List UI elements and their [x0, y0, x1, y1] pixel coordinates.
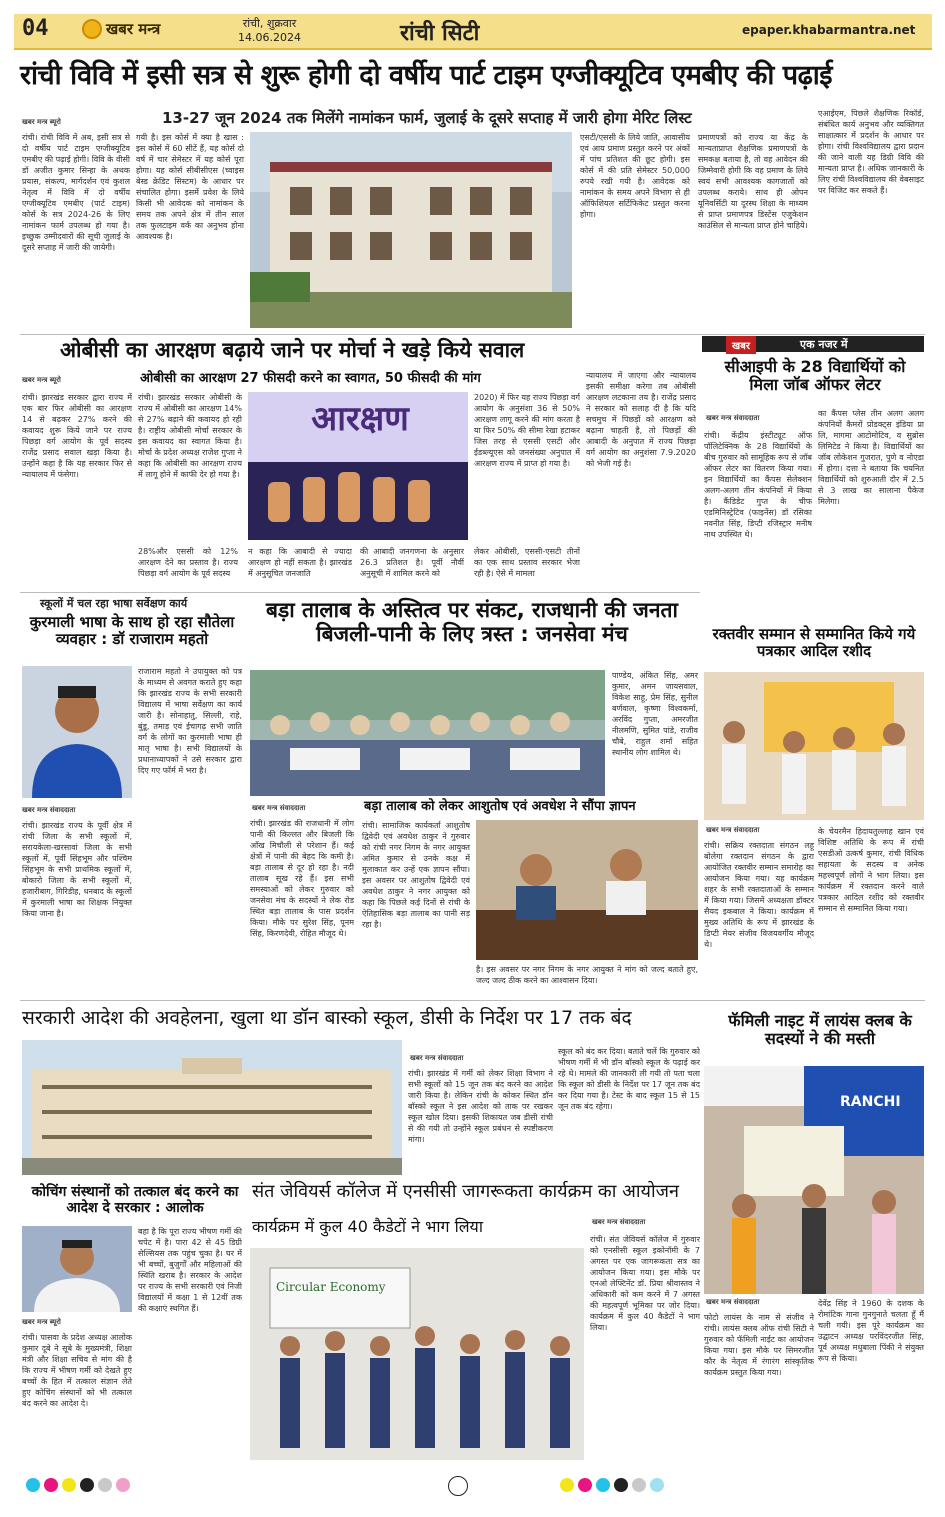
divider [20, 592, 700, 593]
journalist-headline: रक्तवीर सम्मान से सम्मानित किये गये पत्रकार आदिल रशीद [712, 625, 916, 661]
coaching-headline: कोचिंग संस्थानों को तत्काल बंद करने का आदेश दे सरकार : आलोक [31, 1184, 239, 1217]
divider [20, 1000, 925, 1001]
registration-dot [26, 1478, 40, 1492]
alok-dubey-photo [22, 1226, 132, 1312]
obc-row2-a: 28%और एससी को 12% आरक्षण देने का प्रस्ताव है। राज्य पिछड़ा वर्ग आयोग के पूर्व सदस्य [138, 547, 238, 578]
memorandum-photo [476, 820, 698, 960]
khabar-tag-2: एक नजर में [800, 338, 848, 351]
coaching-column-1: रांची। पासवा के प्रदेश अध्यक्ष आलोक कुमार दूबे ने सूबे के मुख्यमंत्री, शिक्षा मंत्री और शिक्षा सचिव से मांग की है कि राज्य में भीषण गर्मी को देखते हुए बच्चों के हित में तत्काल संज्ञान लेते हुए कोचिंग संस्थानों को भी तत्काल बंद करने का आदेश दे। [22, 1333, 132, 1408]
lead-column-3: एसटी/एससी के लिये जाति, आवासीय एवं आय प्रमाण प्रस्तुत करने पर अंकों में पांच प्रतिशत की छूट होगी। इस कोर्स में की प्रति सेमेस्टर 50,000 रुपये रखी गयी है। आवेदक को नामांकन के समय अपने विभाग से ही ऑफिशियल सर्टिफिकेट प्रस्तुत करना होगा। [580, 133, 690, 219]
lead-column-5: एआईएम, पिछले शैक्षणिक रिकॉर्ड, संबंधित कार्य अनुभव और व्यक्तिगत साक्षात्कार में प्रदर्शन के आधार पर होगा। रांची विश्वविद्यालय द्वारा प्रदान की जाने वाली यह डिग्री विवि की मान्यता प्राप्त है। अधिक जानकारी के लिए रांची विश्वविद्यालय की वेबसाइट पर विजिट कर सकते हैं। [818, 109, 924, 195]
lions-headline: फॅमिली नाइट में लायंस क्लब के सदस्यों ने की मस्ती [728, 1011, 912, 1049]
lead-subhead: 13-27 जून 2024 तक मिलेंगे नामांकन फार्म, जुलाई के दूसरे सप्ताह में जारी होगा मेरिट लिस्ट [162, 109, 692, 127]
award-ceremony-photo [704, 672, 924, 820]
lake-headline: बड़ा तालाब के अस्तित्व पर संकट, राजधानी की जनता बिजली-पानी के लिए त्रस्त : जनसेवा मंच [266, 598, 678, 647]
color-registration-left [26, 1478, 130, 1492]
circular-economy-board: Circular Economy [276, 1280, 386, 1294]
lead-byline: खबर मन्त्र ब्यूरो [22, 118, 61, 126]
lake-byline: खबर मन्त्र संवाददाता [252, 804, 306, 812]
gyapan-caption: है। इस अवसर पर नगर निगम के नगर आयुक्त ने मांग को जल्द बताते हुए, जल्द जल्द ठीक करने का आश्वासन दिया। [476, 965, 698, 985]
rajaram-mahato-photo [22, 666, 132, 798]
protest-photo [250, 670, 605, 796]
obc-row2-c: की आबादी जनगणना के अनुसार 26.3 प्रतिशत है। पूर्वी नौवीं अनुसूची में शामिल करने को [360, 547, 464, 578]
ncc-byline: खबर मन्त्र संवाददाता [592, 1218, 646, 1226]
coaching-column-2: बहा है कि पूरा राज्य भीषण गर्मी की चपेट में है। पारा 42 से 45 डिग्री सेल्सियस तक पहुंच चुका है। घर में भी बच्चों, बुजुर्गों और महिलाओं की स्थिति खराब है। सरकार के आदेश पर राज्य के सभी सरकारी एवं निजी विद्यालयों में कक्षा 1 से 12वीं तक की कक्षाएं स्थगित हैं। [138, 1227, 242, 1313]
obc-row2-d: लेकर ओबीसी, एससी-एसटी तीनों का एक साथ प्रस्ताव सरकार भेजा रही है। ऐसे में मामला [474, 547, 580, 578]
lead-column-1: रांची। रांची विवि में अब, इसी सत्र से दो वर्षीय पार्ट टाइम एग्जीक्यूटिव एमबीए की पढ़ाई होगी। विवि के वीसी डॉ अजीत कुमार सिन्हा के अथक प्रयास, संकल्प, मार्गदर्शन एवं कुशल नेतृत्व में विवि में दो वर्षीय एग्जीक्यूटिव एमबीए (पार्ट टाइम) कोर्स के सत्र 2024-26 के लिए नामांकन फार्म उपलब्ध हो गया है। इच्छुक उम्मीदवारों की सूची जुलाई के दूसरे सप्ताह में जारी की जायेगी। [22, 133, 130, 252]
kurmali-kicker: स्कूलों में चल रहा भाषा सर्वेक्षण कार्य [40, 597, 188, 610]
registration-dot [614, 1478, 628, 1492]
kurmali-headline: कुरमाली भाषा के साथ हो रहा सौतेला व्यवहार : डॉ राजाराम महतो [29, 613, 235, 649]
ncc-headline: संत जेवियर्स कॉलेज में एनसीसी जागरूकता कार्यक्रम का आयोजन [252, 1181, 679, 1202]
registration-dot [650, 1478, 664, 1492]
epaper-url[interactable]: epaper.khabarmantra.net [742, 23, 916, 37]
lions-column-1: फोटो लायंस के नाम से संजीव ने रांची। लायंस क्लब ऑफ रांची सिटी ने गुरुवार को फॅमिली नाईट का आयोजन किया गया। इस मौके पर सिमरजीत कौर के नेतृत्व में रंगारंग सांस्कृतिक कार्यक्रम प्रस्तुत किया गया। [704, 1313, 814, 1377]
cip-headline: सीआइपी के 28 विद्यार्थियों को मिला जॉब ऑफर लेटर [724, 357, 906, 395]
gyapan-headline: बड़ा तालाब को लेकर आशुतोष एवं अवधेश ने सौंपा ज्ञापन [364, 799, 636, 814]
registration-dot [80, 1478, 94, 1492]
lions-column-2: देवेंद्र सिंह ने 1960 के दशक के रोमांटिक गाना गुनगुनाते चलता हूँ मैं चली गयी। इस पूरे कार्यक्रम का उद्घाटन अध्यक्ष परविंदरजीत सिंह, पूर्व अध्यक्ष मधुबाला पिंकी ने संयुक्त रूप से किया। [818, 1299, 924, 1363]
registration-dot [578, 1478, 592, 1492]
school-column-2: स्कूल को बंद कर दिया। बताते चलें कि गुरुवार को भीषण गर्मी में भी डॉन बॉस्को स्कूल के पढ़ाई कर रहे थे। मामले की जानकारी ली गयी तो पता चला कि स्कूल को डीसी के निर्देश पर 17 जून तक बंद कर दिया गया है। टेस्ट के बाद स्कूल 15 से 15 जून तक बंद रहेगा। [558, 1047, 700, 1111]
school-byline: खबर मन्त्र संवाददाता [410, 1054, 464, 1062]
lions-banner-text: RANCHI [840, 1094, 901, 1110]
reservation-image-text: आरक्षण [311, 399, 409, 439]
lead-headline: रांची विवि में इसी सत्र से शुरू होगी दो वर्षीय पार्ट टाइम एग्जीक्यूटिव एमबीए की पढ़ाई [20, 60, 833, 91]
ncc-subhead: कार्यक्रम में कुल 40 कैडेटों ने भाग लिया [252, 1217, 483, 1236]
brand-logo-icon [82, 19, 102, 39]
registration-dot [44, 1478, 58, 1492]
gyapan-column: रांची। सामाजिक कार्यकर्ता आशुतोष द्विवेदी एवं अवधेश ठाकुर ने गुरुवार को रांची नगर निगम के नगर आयुक्त अमित कुमार से उनके कक्ष में मुलाकात कर उन्हें एक ज्ञापन सौंपा। इस अवसर पर आशुतोष द्विवेदी एवं अवधेश ठाकुर ने नगर आयुक्त को कहा कि पिछले कई दिनों से रांची के ऐतिहासिक बड़ा तालाब का पानी सड़ रहा है। [362, 821, 470, 929]
ncc-column-1: रांची। संत जेवियर्स कॉलेज में गुरुवार को एनसीसी स्कूल इकोनॉमी के 7 अगस्त पर एक जागरूकता सत्र का आयोजन किया गया। इस मौके पर एनओ लेफ्टिनेंट डॉ. प्रिया श्रीवास्तव ने अधिकारी को कम करने में 7 अगस्त की महत्वपूर्ण भूमिका पर जोर दिया। कार्यक्रम में कुल 40 कैडेटों ने भाग लिया। [590, 1235, 700, 1332]
brand-name: खबर मन्त्र [106, 20, 161, 38]
lions-byline: खबर मन्त्र संवाददाता [706, 1298, 760, 1306]
lake-side-column: पाण्डेय, अंकित सिंह, अमर कुमार, अमन जायसवाल, विकेश साहू, प्रेम सिंह, सुनील बर्णवाल, कृष्णा विश्वकर्मा, अरविंद गुप्ता, अमरजीत नीलमणि, सुमित पांडे, राजीव चौबे, राहुल शर्मा सहित स्थानीय लोग शामिल थे। [612, 671, 698, 757]
city-day: रांची, शुक्रवार [242, 17, 297, 30]
cip-column-2: का कैंपस प्लेस तीन अलग अलग कंपनियों कैमरों प्रोडक्ट्स इंडिया प्रा लि, मागमा आटोमोटिव, व सुब्रोस लिमिटेड ने किया है। विद्यार्थियों का जॉब लोकेशन गुजरात, पुणे व नोएडा में होगा। दत्ता ने बताया कि चयनित विद्यार्थियों को शुरुआती दौर में 2.5 से 3 लाख का सालाना पैकेज मिलेगा। [818, 409, 924, 506]
obc-column-1: रांची। झारखंड सरकार द्वारा राज्य में एक बार फिर ओबीसी का आरक्षण 14 से बढ़कर 27% करने की कवायद शुरू किये जाने पर राज्य पिछड़ा वर्ग आयोग के पूर्व सदस्य राजेंद्र प्रसाद सवाल खड़ा किया है। उन्होंने कहा है कि यह सरकार फिर से न्यायालय में फंसेगा। [22, 393, 132, 479]
kurmali-column-1: रांची। झारखंड राज्य के पूर्वी क्षेत्र में रांची जिला के सभी स्कूलों में, सरायकेला-खरसावां जिला के सभी स्कूलों में, पूर्वी सिंहभूम और पश्चिम सिंहभूम के सभी प्राथमिक स्कूलों में, बोकारो जिला के सभी स्कूलों में, हजारीबाग, गिरिडीह, धनबाद के स्कूलों में कुरमाली भाषा का शिक्षक नियुक्त किया जाना है। [22, 821, 132, 918]
registration-dot [632, 1478, 646, 1492]
kurmali-column-2: राजाराम महतो ने उपायुक्त को पत्र के माध्यम से अवगत कराते हुए कहा कि झारखंड राज्य के सभी सरकारी विद्यालय में भाषा सर्वेक्षण का कार्य जारी है। सोनाहातु, सिल्ली, राहे, बुंडू, तमाड़ एवं ईचागढ़ सभी जाति वर्ग के लोगों का कुरमाली भाषा ही मातृ भाषा है। सभी विद्यालयों के प्रधानाध्यापकों ने उसे सरकार द्वारा दिए गए फॉर्म में भरा है। [138, 667, 242, 775]
obc-subhead: ओबीसी का आरक्षण 27 फीसदी करने का स्वागत, 50 फीसदी की मांग [140, 371, 481, 386]
obc-headline: ओबीसी का आरक्षण बढ़ाये जाने पर मोर्चा ने खड़े किये सवाल [60, 338, 525, 362]
coaching-byline: खबर मन्त्र ब्यूरो [22, 1318, 61, 1326]
cip-byline: खबर मन्त्र संवाददाता [706, 414, 760, 422]
school-headline: सरकारी आदेश की अवहेलना, खुला था डॉन बास्को स्कूल, डीसी के निर्देश पर 17 तक बंद [22, 1007, 632, 1029]
divider [20, 334, 925, 335]
registration-dot [596, 1478, 610, 1492]
obc-byline: खबर मन्त्र ब्यूरो [22, 376, 61, 384]
section-title: रांची सिटी [400, 21, 480, 46]
registration-dot [62, 1478, 76, 1492]
registration-dot [116, 1478, 130, 1492]
obc-column-3: 2020) में फिर यह राज्य पिछड़ा वर्ग आयोग के अनुसंशा 36 से 50% आरक्षण लागू करने की मांग करता है या फिर 50% की सीमा रेखा हटाकर जिस तरह से एससी एसटी और ईडब्ल्यूएस को जनसंख्या अनुपात में आरक्षण राज्य में प्राप्त हो गया है। [474, 393, 580, 468]
registration-dot [560, 1478, 574, 1492]
cip-column-1: रांची। केंद्रीय इंस्टीट्यूट ऑफ पॉलिटेक्निक के 28 विद्यार्थियों के बीच गुरुवार को सामूहिक रूप से जॉब ऑफर लेटर का वितरण किया गया। इन विद्यार्थियों का कैंपस सेलेक्शन अलग-अलग तीन कंपनियों में किया है। कैंडिडेट गुप्त के चीफ एडमिनिस्ट्रेटिव (फाइनेंस) डॉ रसिका नवनीत सिंह, डिप्टी रजिस्ट्रार मनीष नाथ उपस्थित थे। [704, 431, 812, 539]
obc-row2-b: न कहा कि आबादी से ज्यादा आरक्षण हो नहीं सकता है। झारखंड में अनुसूचित जनजाति [248, 547, 352, 578]
khabar-tag: खबर [726, 336, 756, 354]
obc-column-2: रांची। झारखंड सरकार ओबीसी के राज्य में ओबीसी का आरक्षण 14% से 27% बढ़ाने की कवायद हो रही है। राष्ट्रीय ओबीसी मोर्चा सरकार के इस कवायद का स्वागत किया है। मोर्चा के प्रदेश अध्यक्ष राजेश गुप्ता ने कहा कि ओबीसी का आरक्षण राज्य में लागू होने में काफी देर हो गया है। [138, 393, 242, 479]
registration-crosshair-icon [448, 1476, 468, 1496]
lead-column-4: प्रमाणपत्रों को राज्य या केंद्र के मान्यताप्राप्त शैक्षणिक प्रमाणपत्रों के समकक्ष बताया है, तो वह आवेदन की जिम्मेवारी होगी कि वह प्रमाण के लिये स्वयं सभी आवश्यक कागजातों को उपलब्ध कराये। साथ ही ओपन यूनिवर्सिटी या दूरस्थ शिक्षा के माध्यम से प्राप्त प्रमाणपत्र डिस्टेंस एजुकेशन काउंसिल से मान्यता प्राप्त होने चाहिये। [698, 133, 808, 230]
university-building-photo [250, 132, 572, 328]
lead-column-2: गयी है। इस कोर्स में क्या है खास : इस कोर्स में 60 सीटें हैं, यह कोर्स दो वर्ष में चार सेमेस्टर में यह कोर्स पूरा होगा। यह कोर्स सीबीसीएस (च्वाइस बेस्ड क्रेडिट सिस्टम) के आधार पर संचालित होगा। इसमें प्रवेश के लिये किसी भी आवेदक को नामांकन के समय तक अपने क्षेत्र में तीन साल तक फुलटाइम वर्क का अनुभव होना आवश्यक है। [136, 133, 244, 241]
dateline [238, 17, 301, 45]
kurmali-byline: खबर मन्त्र संवाददाता [22, 806, 76, 814]
journalist-column-2: के चेयरमैन हिदायतुल्लाह खान एवं विशिष्ट अतिथि के रूप में रांची एसडीओ उत्कर्ष कुमार, रांची विधिक सहायता के सदस्य व अनेक महत्त्वपूर्ण लोगों ने भाग लिया। इस कार्यक्रम में रक्तदान करने वाले पत्रकार आदिल रशीद को रक्तवीर सम्मान से सम्मानित किया गया। [818, 827, 924, 913]
school-column-1: रांची। झारखंड में गर्मी को लेकर शिक्षा विभाग ने सभी स्कूलों को 15 जून तक बंद करने का आदेश जारी किया है। लेकिन रांची के कोकर स्थित डॉन बॉस्को स्कूल ने इस आदेश को ताक पर रखकर स्कूल खोल दिया। इसकी शिकायत जब डीसी रांची से की गयी तो उन्होंने स्कूल प्रबंधन से स्पष्टीकरण मांगा। [408, 1069, 553, 1144]
color-registration-right [560, 1478, 664, 1492]
masthead-rule [14, 48, 932, 50]
journalist-byline: खबर मन्त्र संवाददाता [706, 826, 760, 834]
lake-column-1: रांची। झारखंड की राजधानी में लोग पानी की किल्लत और बिजली कि आँख मिचौली से परेशान हैं। कई क्षेत्रों में पानी की बेहद कि कमी है। बड़ा तालाब से दूर हो रहा है। नदी तालाब सूख रहे हैं। इस सभी समस्याओं को लेकर गुरुवार को जनसेवा मंच के सदस्यों ने लेक रोड स्थित बड़ा तालाब के पास प्रदर्शन किया। मौके पर सुरेश सिंह, पूनम सिंह, किरणदेवी, रोहित मौजूद थे। [250, 819, 354, 938]
obc-column-4: न्यायालय में जाएगा और न्यायालय इसकी समीक्षा करेगा तब ओबीसी आरक्षण लटकाना तय है। राजेंद्र प्रसाद ने सरकार को सलाह दी है कि यदि सचमुच में पिछड़ों को आरक्षण को बढ़ाना चाहती है, तो पिछड़ों की आबादी के अनुपात में राज्य पिछड़ा वर्ग आयोग का अनुशंसा 7.9.2020 को भेजी गई है। [586, 371, 696, 468]
journalist-column-1: रांची। सक्रिय रक्तदाता संगठन लहू बोलेगा रक्तदान संगठन के द्वारा आयोजित रक्तवीर सम्मान समारोह का आयोजन किया गया। यह कार्यक्रम शहर के सभी रक्तदाताओं के सम्मान में किया गया। जिसमें अध्यक्षता डॉक्टर सैयद इकबाल ने किया। कार्यक्रम में मुख्य अतिथि के रूप में झारखंड के डिप्टी मेयर संजीव विजयवर्गीय मौजूद थे। [704, 841, 814, 949]
registration-dot [98, 1478, 112, 1492]
issue-date: 14.06.2024 [238, 31, 301, 44]
don-bosco-school-photo [22, 1040, 402, 1175]
page-number: 04 [22, 16, 49, 41]
